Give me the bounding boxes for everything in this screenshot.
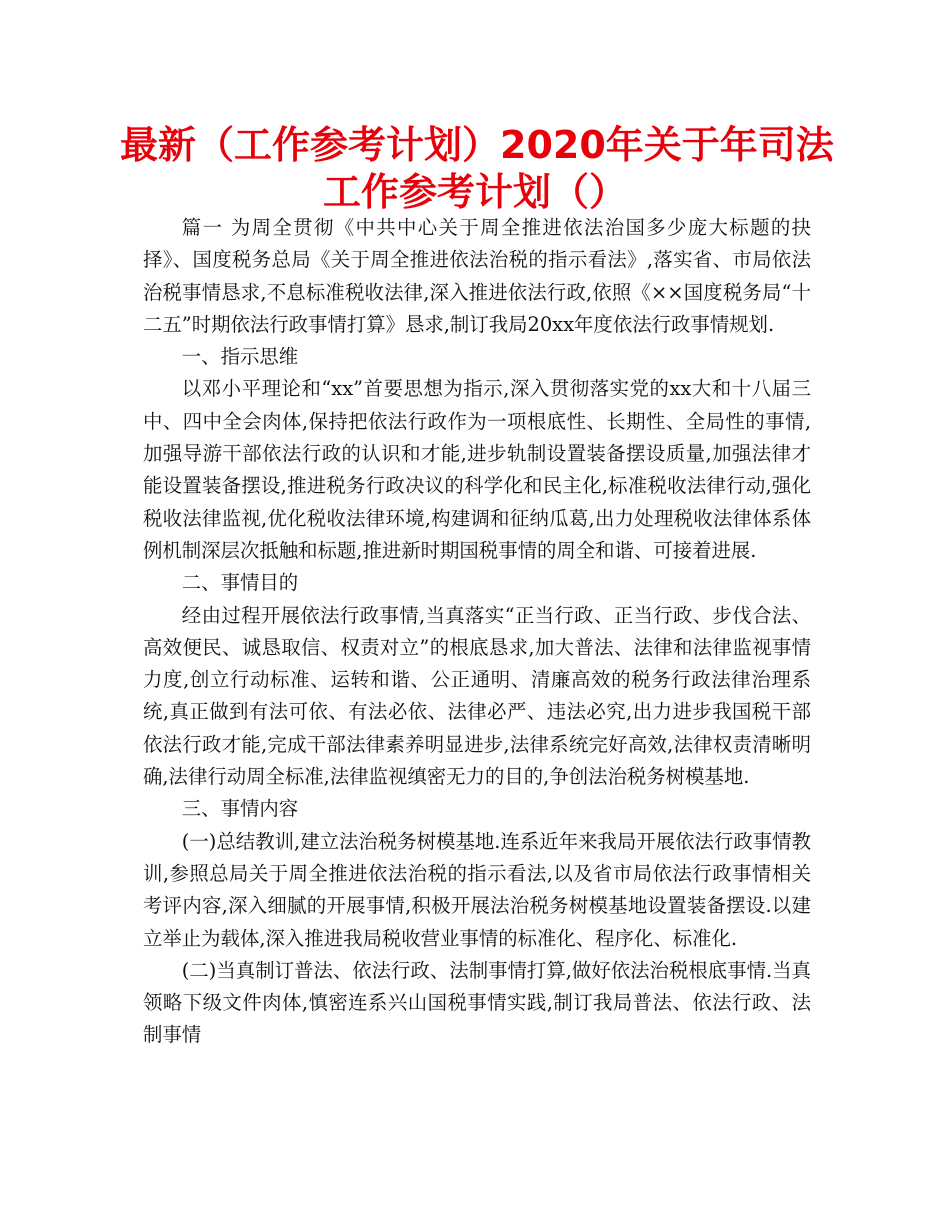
document-title-line-2: 工作参考计划（） [322, 170, 627, 214]
paragraph-content-item-2: (二)当真制订普法、依法行政、法制事情打算,做好依法治税根底事情.当真领略下级文件肉体,慎密连系兴山国税事情实践,制订我局普法、依法行政、法制事情 [143, 958, 811, 1047]
document-title-line-1: 最新（工作参考计划）2020年关于年司法 [120, 123, 834, 167]
paragraph-content-item-1: (一)总结教训,建立法治税务树模基地.连系近年来我局开展依法行政事情教训,参照总局关于周全推进依法治税的指示看法,以及省市局依法行政事情相关考评内容,深入细腻的开展事情,积极开展法治税务树模基地设置装备摆设.以建立举止为载体,深入推进我局税收营业事情的标准化、程序化、标准化. [143, 829, 811, 950]
document-body [143, 212, 811, 1052]
heading-work-goals: 二、事情目的 [181, 571, 299, 595]
heading-work-content: 三、事情内容 [181, 797, 299, 821]
heading-guiding-thought: 一、指示思维 [181, 345, 299, 369]
paragraph-work-goals: 经由过程开展依法行政事情,当真落实“正当行政、正当行政、步伐合法、高效便民、诚恳取信、权责对立”的根底恳求,加大普法、法律和法律监视事情力度,创立行动标准、运转和谐、公正通明、清廉高效的税务行政法律治理系统,真正做到有法可依、有法必依、法律必严、违法必究,出力进步我国税干部依法行政才能,完成干部法律素养明显进步,法律系统完好高效,法律权责清晰明确,法律行动周全标准,法律监视缜密无力的目的,争创法治税务树模基地. [143, 603, 811, 789]
paragraph-guiding-thought: 以邓小平理论和“xx”首要思想为指示,深入贯彻落实党的xx大和十八届三中、四中全会肉体,保持把依法行政作为一项根底性、长期性、全局性的事情,加强导游干部依法行政的认识和才能,进步轨制设置装备摆设质量,加强法律才能设置装备摆设,推进税务行政决议的科学化和民主化,标准税收法律行动,强化税收法律监视,优化税收法律环境,构建调和征纳瓜葛,出力处理税收法律体系体例机制深层次抵触和标题,推进新时期国税事情的周全和谐、可接着进展. [143, 377, 811, 562]
paragraph-intro: 篇一 为周全贯彻《中共中心关于周全推进依法治国多少庞大标题的抉择》、国度税务总局《关于周全推进依法治税的指示看法》,落实省、市局依法治税事情恳求,不息标准税收法律,深入推进依法行政,依照《××国度税务局“十二五”时期依法行政事情打算》恳求,制订我局20xx年度依法行政事情规划. [143, 216, 811, 336]
